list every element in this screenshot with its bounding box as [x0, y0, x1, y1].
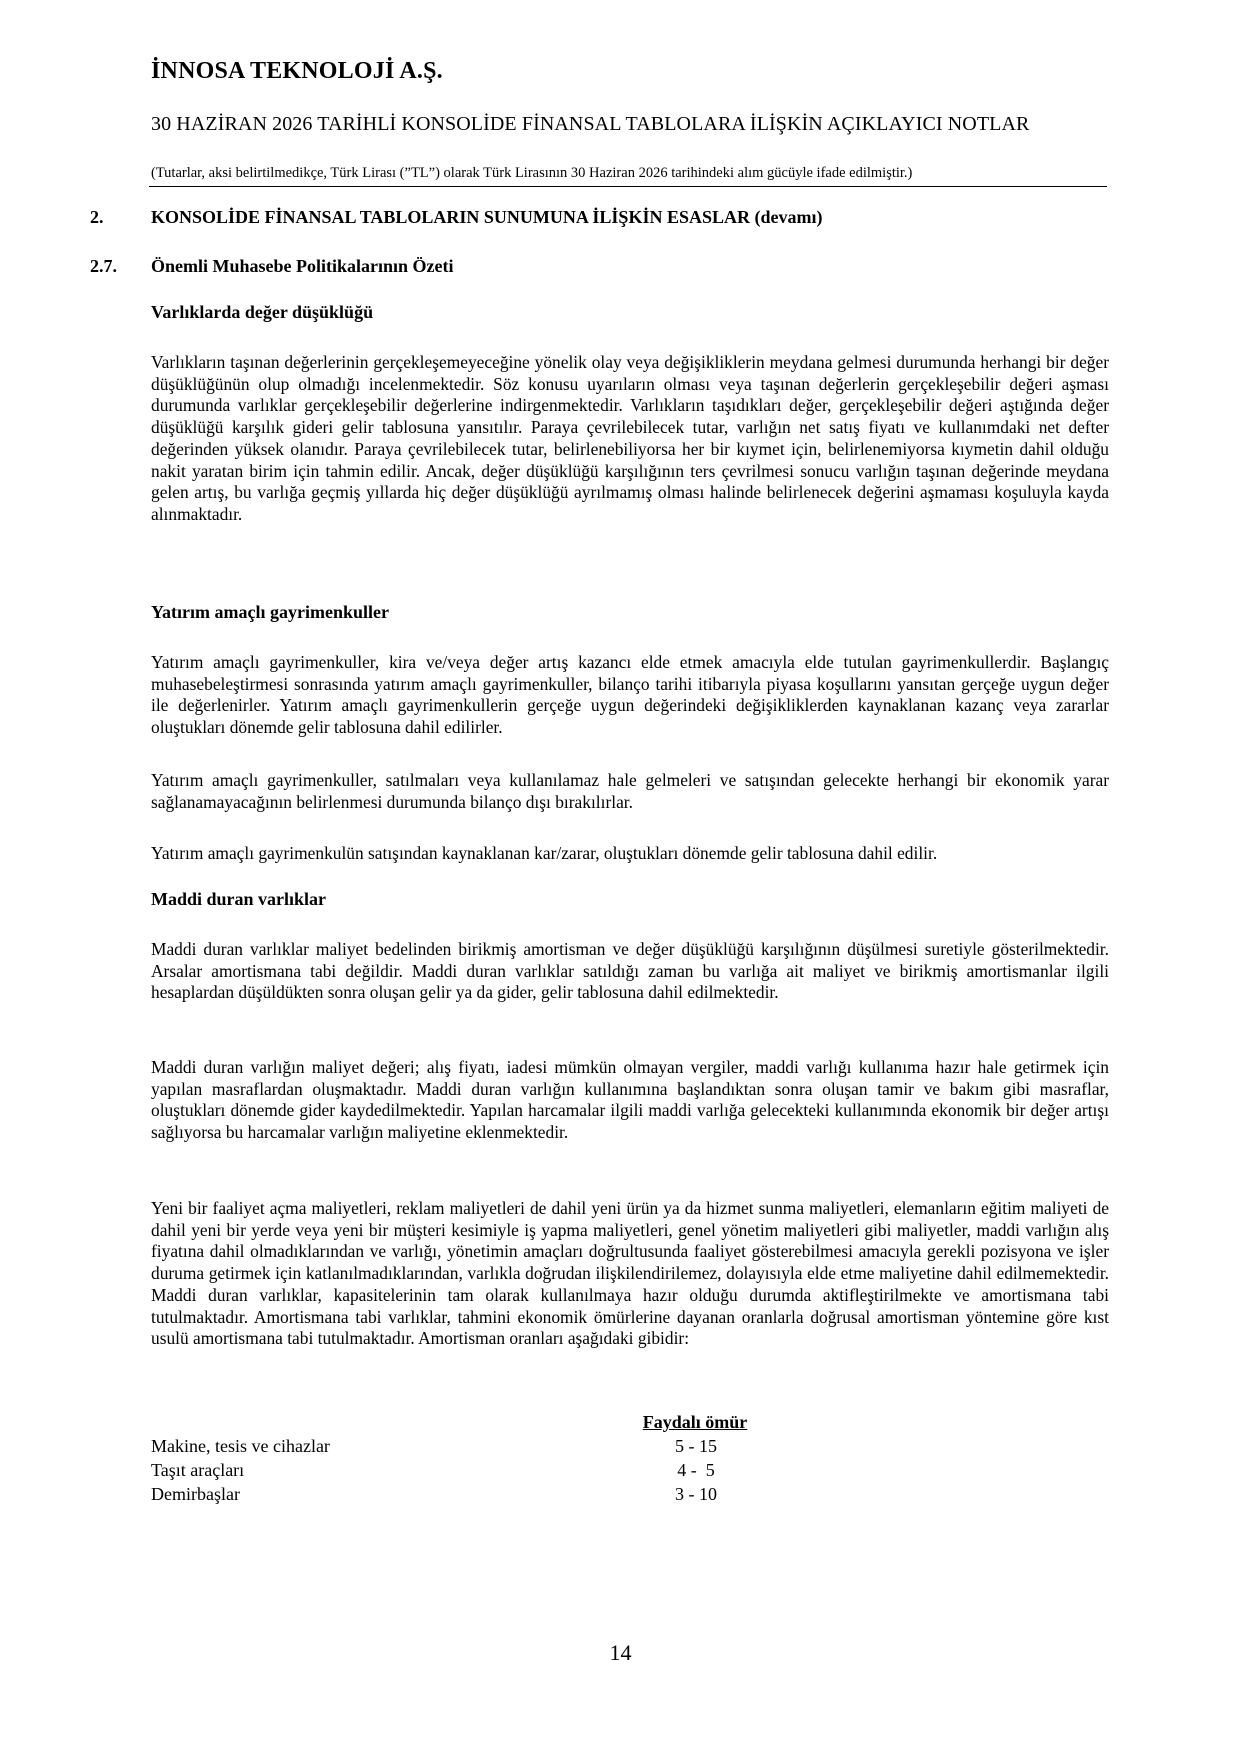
table-row — [151, 1460, 851, 1483]
useful-life-header: Faydalı ömür — [642, 1412, 748, 1432]
tangible-assets-paragraph-3: Yeni bir faaliyet açma maliyetleri, reklam maliyetleri de dahil yeni ürün ya da hizmet sunma maliyetleri, elemanların eğitim maliyeti de dahil yeni bir yerde veya yeni bir müşteri kesimiyle iş yapma maliyetleri, genel yönetim maliyetleri gibi maliyetler, maddi varlığın alış fiyatına dahil olmadıklarından ve varlığı, yönetimin amaçları doğrultusunda faaliyet gösterebilmesi amacıyla gerekli pozisyona ve işler duruma getirmek için katlanılmadıklarından, varlıkla doğrudan ilişkilendirilemez, dolayısıyla elde etme maliyetine dahil edilmemektedir. Maddi duran varlıklar, kapasitelerinin tam olarak kullanılmaya hazır olduğu durumda aktifleştirilmekte ve amortismana tabi tutulmaktadır. Amortismana tabi varlıklar, tahmini ekonomik ömürlerine dayanan oranlarla doğrusal amortisman yöntemine göre kıst usulü amortismana tabi tutulmaktadır. Amortisman oranları aşağıdaki gibidir: — [151, 1198, 1109, 1349]
table-row — [151, 1436, 851, 1459]
company-name: İNNOSA TEKNOLOJİ A.Ş. — [151, 58, 443, 84]
section-number: 2. — [90, 207, 104, 227]
useful-life-value: 4 - 5 — [677, 1460, 715, 1480]
tangible-assets-heading: Maddi duran varlıklar — [151, 889, 327, 909]
subsection-number: 2.7. — [90, 256, 117, 276]
header-divider — [149, 186, 1107, 187]
page-number: 14 — [609, 1640, 632, 1665]
asset-class-label: Makine, tesis ve cihazlar — [151, 1436, 330, 1456]
document-title: 30 HAZİRAN 2026 TARİHLİ KONSOLİDE FİNANSAL TABLOLARA İLİŞKİN AÇIKLAYICI NOTLAR — [151, 113, 1030, 135]
tangible-assets-paragraph-1: Maddi duran varlıklar maliyet bedelinden birikmiş amortisman ve değer düşüklüğü karşılığının düşülmesi suretiyle gösterilmektedir. Arsalar amortismana tabi değildir. Maddi duran varlıklar satıldığı zaman bu varlığa ait maliyet ve birikmiş amortismanlar ilgili hesaplardan düşüldükten sonra oluşan gelir ya da gider, gelir tablosuna dahil edilmektedir. — [151, 939, 1109, 1003]
useful-life-value: 5 - 15 — [675, 1436, 717, 1456]
table-row — [151, 1484, 851, 1507]
document-subtitle: (Tutarlar, aksi belirtilmedikçe, Türk Lirası (”TL”) olarak Türk Lirasının 30 Haziran 2026 tarihindeki alım gücüyle ifade edilmiştir.) — [151, 165, 913, 181]
investment-property-heading: Yatırım amaçlı gayrimenkuller — [151, 602, 389, 622]
investment-property-paragraph-3: Yatırım amaçlı gayrimenkulün satışından kaynaklanan kar/zarar, oluştukları dönemde gelir tablosuna dahil edilir. — [151, 843, 938, 863]
investment-property-paragraph-1: Yatırım amaçlı gayrimenkuller, kira ve/veya değer artış kazancı elde etmek amacıyla elde tutulan gayrimenkullerdir. Başlangıç muhasebeleştirmesi sonrasında yatırım amaçlı gayrimenkuller, bilanço tarihi itibarıyla piyasa koşullarını yansıtan gerçeğe uygun değer ile değerlenirler. Yatırım amaçlı gayrimenkullerin gerçeğe uygun değerindeki değişikliklerden kaynaklanan kazanç veya zararlar oluştukları dönemde gelir tablosuna dahil edilirler. — [151, 652, 1109, 738]
asset-class-label: Taşıt araçları — [151, 1460, 245, 1480]
section-title: KONSOLİDE FİNANSAL TABLOLARIN SUNUMUNA İLİŞKİN ESASLAR (devamı) — [151, 207, 823, 227]
impairment-paragraph: Varlıkların taşınan değerlerinin gerçekleşemeyeceğine yönelik olay veya değişikliklerin meydana gelmesi durumunda herhangi bir değer düşüklüğünün olup olmadığı incelenmektedir. Söz konusu uyarıların olması veya taşınan değerlerin gerçekleşebilir değeri aşması durumunda varlıklar gerçekleşebilir değerlerine indirgenmektedir. Varlıkların taşıdıkları değer, gerçekleşebilir değeri aştığında değer düşüklüğü karşılık gideri gelir tablosuna yansıtılır. Paraya çevrilebilecek tutar, varlığın net satış fiyatı ve kullanımdaki net defter değerinden yüksek olanıdır. Paraya çevrilebilecek tutar, belirlenebiliyorsa her bir kıymet için, belirlenemiyorsa kıymetin dahil olduğu nakit yaratan birim için tahmin edilir. Ancak, değer düşüklüğü karşılığının ters çevrilmesi sonucu varlığın taşınan değerinde meydana gelen artış, bu varlığa geçmiş yıllarda hiç değer düşüklüğü ayrılmamış olması halinde belirlenecek değerini aşmaması koşuluyla kayda alınmaktadır. — [151, 352, 1109, 524]
investment-property-paragraph-2: Yatırım amaçlı gayrimenkuller, satılmaları veya kullanılamaz hale gelmeleri ve satışından gelecekte herhangi bir ekonomik yarar sağlanamayacağının belirlenmesi durumunda bilanço dışı bırakılırlar. — [151, 770, 1109, 812]
useful-life-value: 3 - 10 — [675, 1484, 717, 1504]
subsection-title: Önemli Muhasebe Politikalarının Özeti — [151, 256, 454, 276]
asset-class-label: Demirbaşlar — [151, 1484, 240, 1504]
tangible-assets-paragraph-2: Maddi duran varlığın maliyet değeri; alış fiyatı, iadesi mümkün olmayan vergiler, maddi varlığı kullanıma hazır hale getirmek için yapılan masraflardan oluşmaktadır. Maddi duran varlığın kullanımına başlandıktan sonra oluşan tamir ve bakım gibi masraflar, oluştukları dönemde gider kaydedilmektedir. Yapılan harcamalar ilgili maddi varlığa gelecekteki kullanımında ekonomik bir değer artışı sağlıyorsa bu harcamalar varlığın maliyetine eklenmektedir. — [151, 1057, 1109, 1143]
impairment-heading: Varlıklarda değer düşüklüğü — [151, 302, 374, 322]
